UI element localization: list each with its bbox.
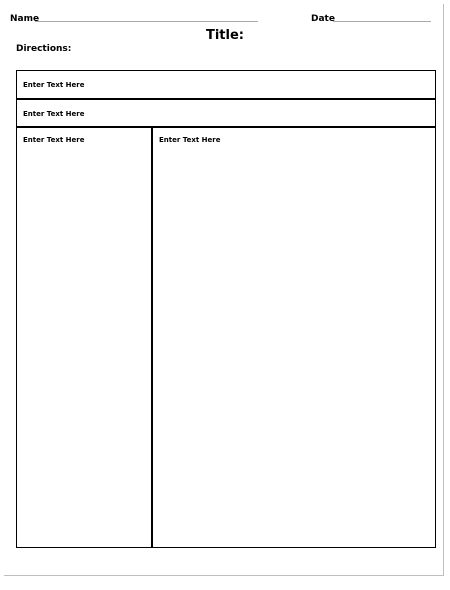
directions-label: Directions:: [16, 44, 72, 54]
date-label: Date: [311, 14, 335, 24]
date-field[interactable]: [333, 21, 431, 22]
row-2-text: Enter Text Here: [23, 110, 85, 118]
graphic-organizer: [16, 70, 436, 548]
name-label: Name: [10, 14, 40, 24]
right-column-text: Enter Text Here: [159, 136, 221, 144]
organizer-left-column[interactable]: [17, 128, 153, 547]
row-1-text: Enter Text Here: [23, 81, 85, 89]
organizer-row-2[interactable]: [17, 100, 435, 128]
left-column-text: Enter Text Here: [23, 136, 85, 144]
name-field[interactable]: [35, 21, 258, 22]
organizer-row-1[interactable]: [17, 71, 435, 100]
page-title: Title:: [205, 28, 244, 43]
organizer-right-column[interactable]: [153, 128, 435, 547]
